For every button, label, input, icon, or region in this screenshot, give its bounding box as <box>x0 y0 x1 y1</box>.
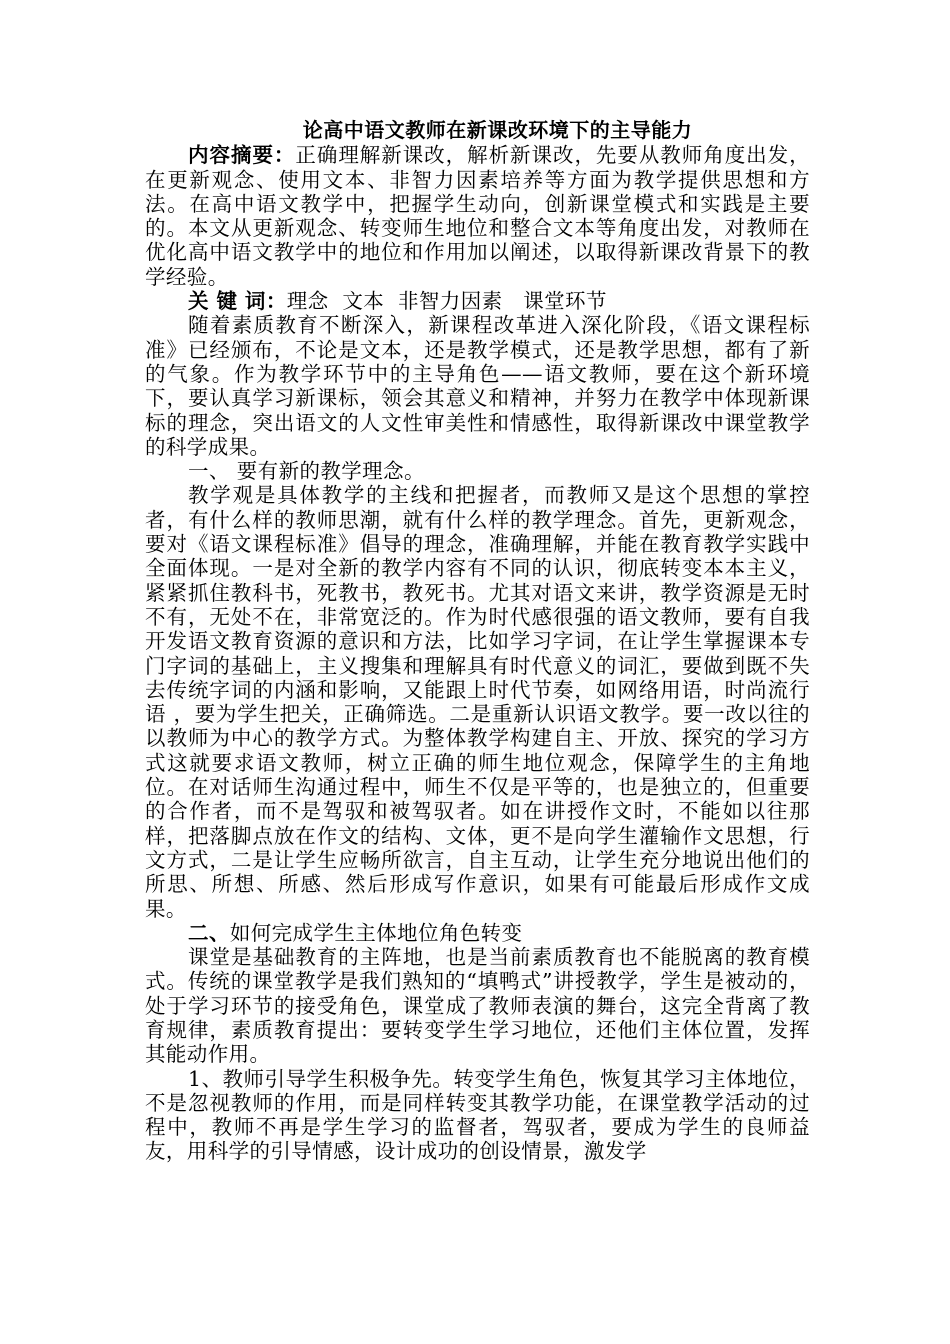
abstract-label: 内容摘要： <box>188 143 296 168</box>
abstract-paragraph <box>145 143 810 289</box>
document-title: 论高中语文教师在新课改环境下的主导能力 <box>302 118 693 142</box>
section2-point1: 1、教师引导学生积极争先。转变学生角色，恢复其学习主体地位，不是忽视教师的作用，而是同样转变其教学功能，在课堂教学活动的过程中，教师不再是学生学习的监督者，驾驭者，要成为学生的良师益友，用科学的引导情感，设计成功的创设情景，激发学 <box>145 1066 810 1164</box>
section1-body: 教学观是具体教学的主线和把握者，而教师又是这个思想的掌控者，有什么样的教师思潮，就有什么样的教学理念。首先，更新观念，要对《语文课程标准》倡导的理念，准确理解，并能在教育教学实践中全面体现。一是对全新的教学内容有不同的认识，彻底转变本本主义，紧紧抓住教科书，死教书，教死书。尤其对语文来讲，教学资源是无时不有，无处不在，非常宽泛的。作为时代感很强的语文教师，要有自我开发语文教育资源的意识和方法，比如学习字词，在让学生掌握课本专门字词的基础上，主义搜集和理解具有时代意义的词汇，要做到既不失去传统字词的内涵和影响，又能跟上时代节奏，如网络用语，时尚流行语 ，要为学生把关，正确筛选。二是重新认识语文教学。要一改以往的以教师为中心的教学方式。为整体教学构建自主、开放、探究的学习方式这就要求语文教师，树立正确的师生地位观念，保障学生的主角地位。在对话师生沟通过程中，师生不仅是平等的，也是独立的，但重要的合作者，而不是驾驭和被驾驭者。如在讲授作文时，不能如以往那样，把落脚点放在作文的结构、文体，更不是向学生灌输作文思想，行文方式，二是让学生应畅所欲言，自主互动，让学生充分地说出他们的所思、所想、所感、然后形成写作意识，如果有可能最后形成作文成果。 <box>145 483 810 921</box>
section2-heading-text: 如何完成学生主体地位角色转变 <box>229 920 523 945</box>
intro-paragraph: 随着素质教育不断深入，新课程改革进入深化阶段，《语文课程标准》已经颁布，不论是文本，还是教学模式，还是教学思想，都有了新的气象。作为教学环节中的主导角色——语文教师，要在这个新环境下，要认真学习新课标，领会其意义和精神，并努力在教学中体现新课标的理念，突出语文的人文性审美性和情感性，取得新课改中课堂教学的科学成果。 <box>145 313 810 459</box>
section2-heading <box>145 921 810 945</box>
document-page <box>145 118 810 1164</box>
keywords-text: 理念 文本 非智力因素 课堂环节 <box>286 289 607 314</box>
section1-heading: 一、 要有新的教学理念。 <box>188 459 425 484</box>
section2-heading-number: 二、 <box>188 920 230 945</box>
keywords-label: 关 键 词： <box>188 289 287 314</box>
keywords-paragraph <box>145 289 810 313</box>
abstract-text: 正确理解新课改，解析新课改，先要从教师角度出发，在更新观念、使用文本、非智力因素培养等方面为教学提供思想和方法。在高中语文教学中，把握学生动向，创新课堂模式和实践是主要的。本文从更新观念、转变师生地位和整合文本等角度出发，对教师在优化高中语文教学中的地位和作用加以阐述，以取得新课改背景下的教学经验。 <box>145 143 811 289</box>
section2-body: 课堂是基础教育的主阵地，也是当前素质教育也不能脱离的教育模式。传统的课堂教学是我们熟知的“填鸭式”讲授教学，学生是被动的，处于学习环节的接受角色，课堂成了教师表演的舞台，这完全背离了教育规律，素质教育提出：要转变学生学习地位，还他们主体位置，发挥其能动作用。 <box>145 945 810 1067</box>
